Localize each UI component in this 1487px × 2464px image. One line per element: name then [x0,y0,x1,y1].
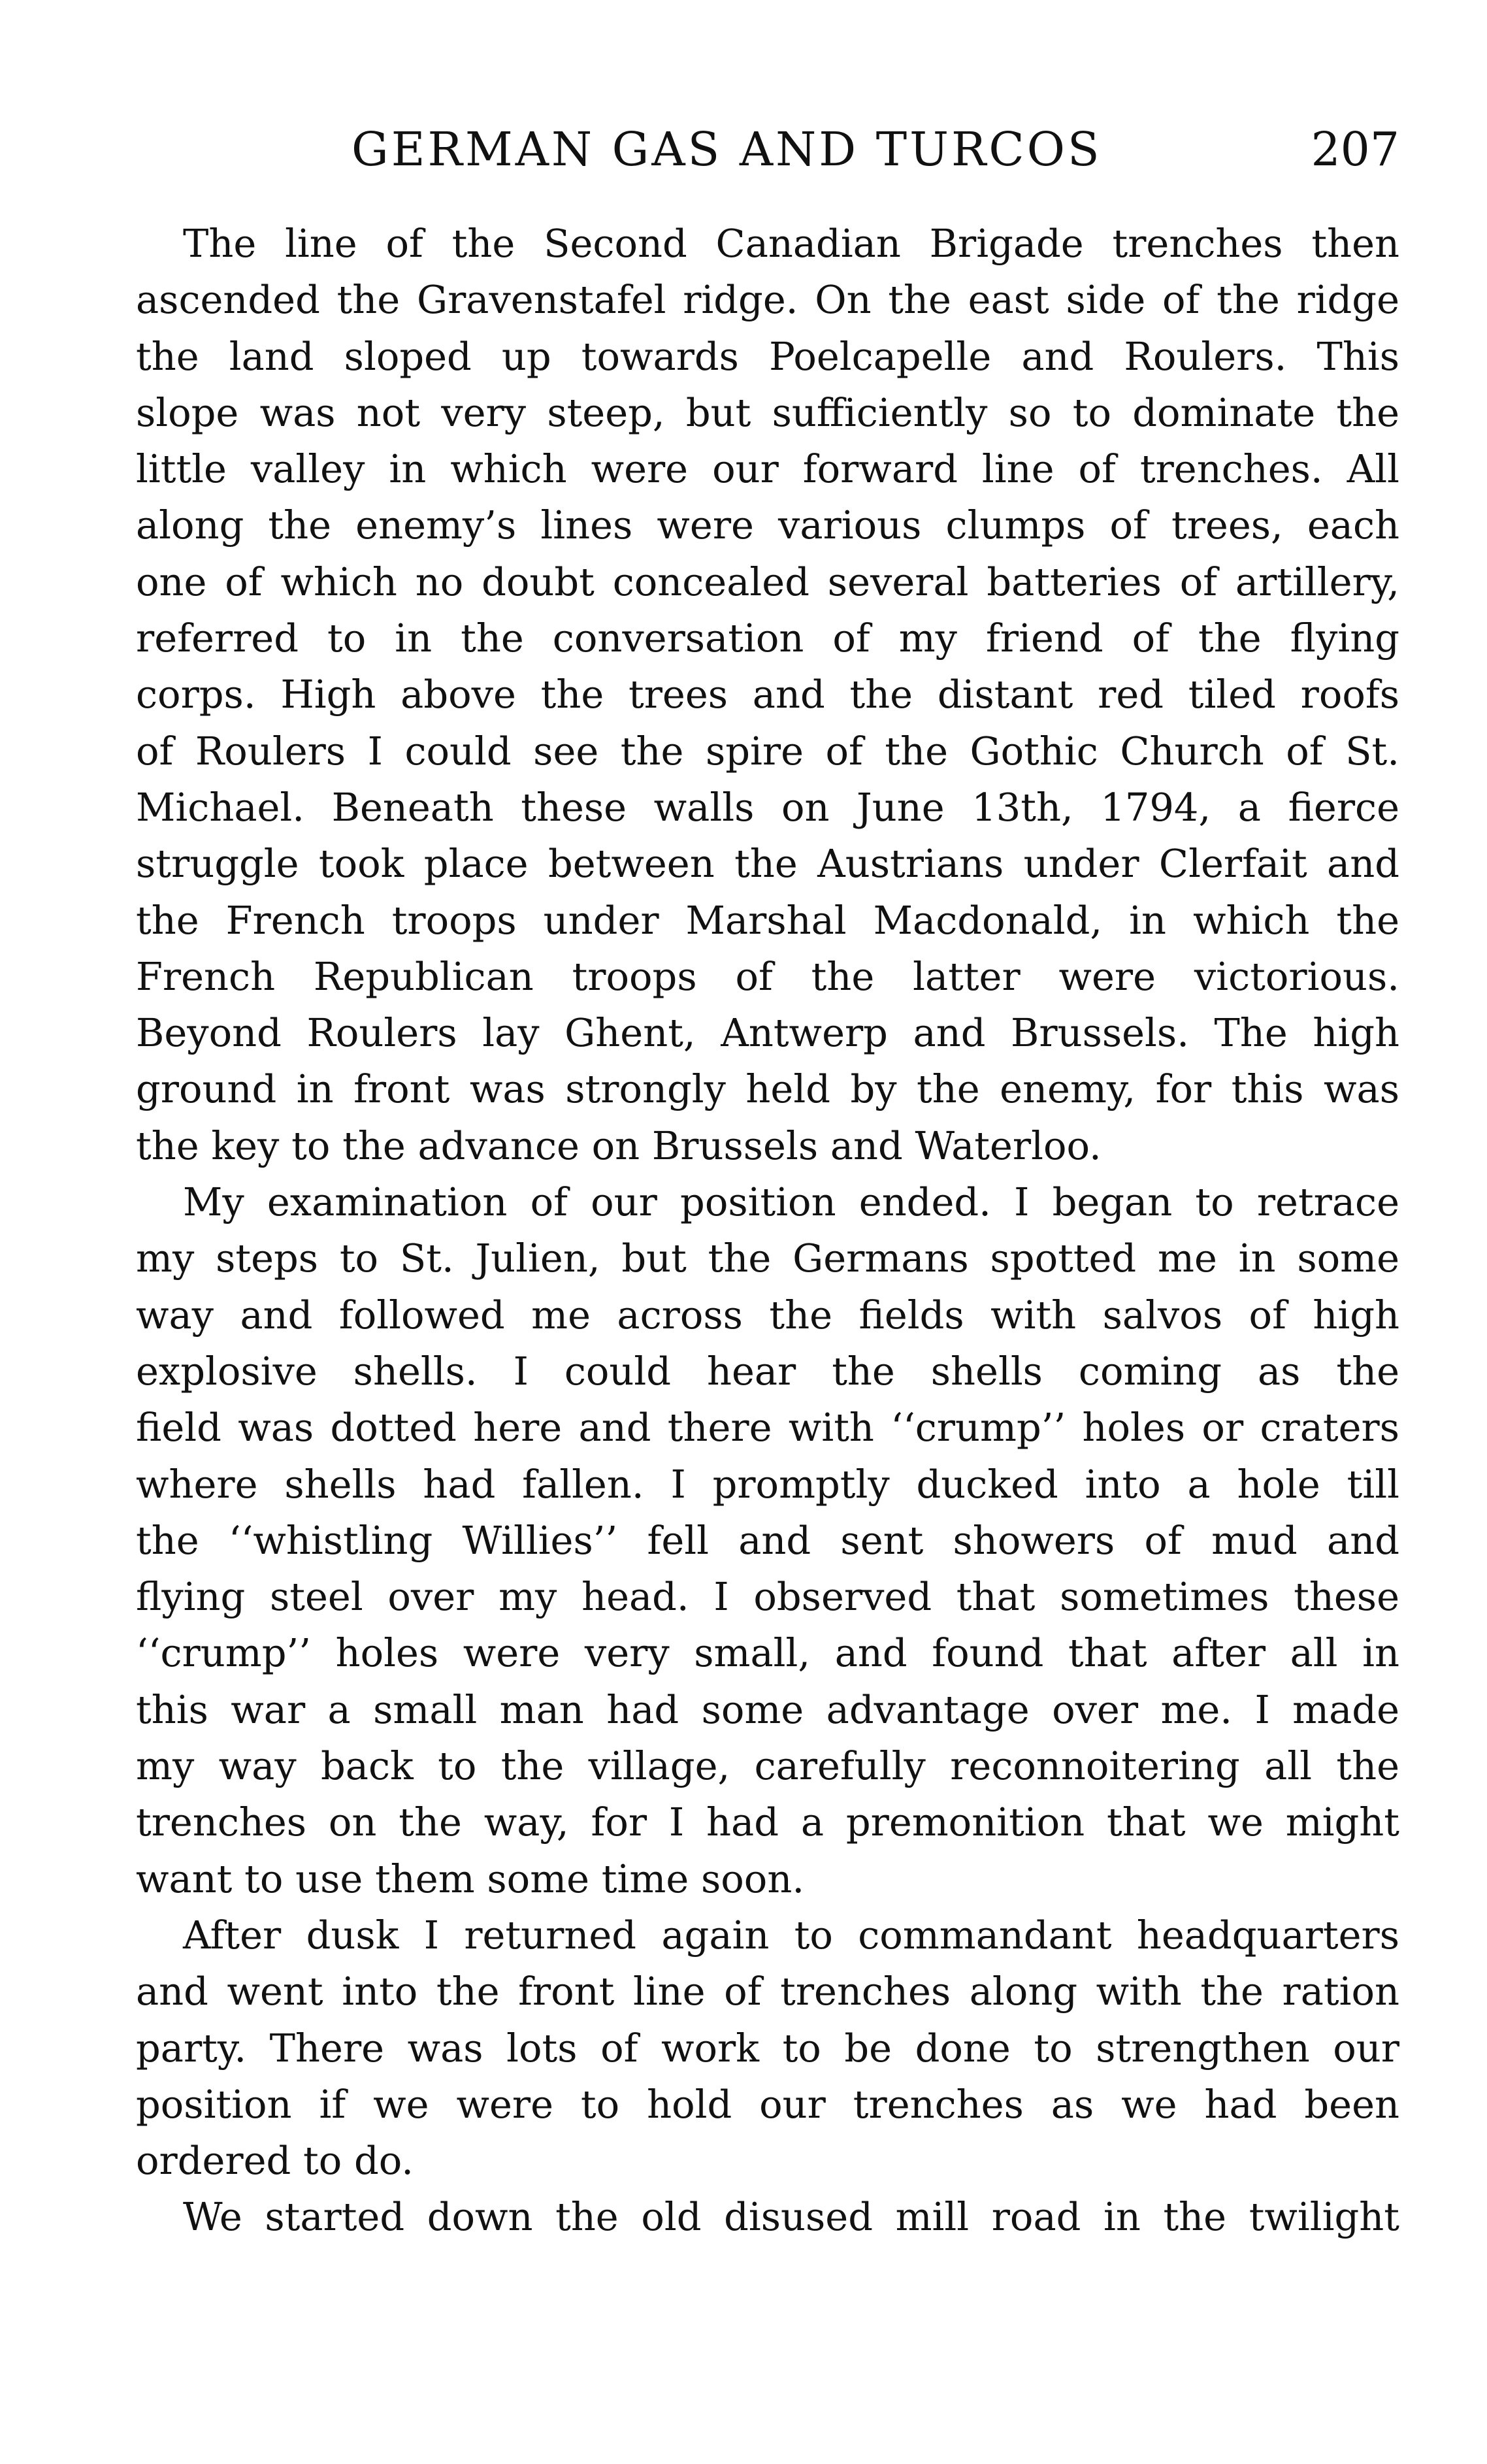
text-line: We started down the old disused mill road in the twilight [183,2194,1399,2240]
text-line: field was dotted here and there with ‘‘crump’’ holes or craters [136,1405,1399,1451]
text-line: trenches on the way, for I had a premonition that we might [136,1799,1399,1845]
paragraph-4 [136,2189,1399,2245]
text-line: the key to the advance on Brussels and Waterloo. [136,1123,1102,1168]
text-line: flying steel over my head. I observed that sometimes these [136,1574,1399,1620]
paragraph-3 [136,1907,1399,2189]
running-title: GERMAN GAS AND TURCOS [351,122,1102,176]
text-line: my way back to the village, carefully reconnoitering all the [136,1743,1399,1789]
text-line: ordered to do. [136,2138,414,2184]
text-line: party. There was lots of work to be done to strengthen our [136,2025,1399,2071]
text-line: along the enemy’s lines were various clumps of trees, each [136,502,1399,548]
text-line: want to use them some time soon. [136,1856,805,1901]
text-line: of Roulers I could see the spire of the Gothic Church of St. [136,728,1399,774]
paragraph-1 [136,216,1399,1174]
text-line: After dusk I returned again to commandant headquarters [183,1912,1399,1958]
running-head [136,120,1399,179]
text-line: Beyond Roulers lay Ghent, Antwerp and Brussels. The high [136,1010,1399,1056]
text-line: ground in front was strongly held by the enemy, for this was [136,1066,1399,1112]
text-line: way and followed me across the fields with salvos of high [136,1292,1399,1338]
text-line: ‘‘crump’’ holes were very small, and found that after all in [136,1630,1399,1676]
text-line: struggle took place between the Austrians under Clerfait and [136,841,1399,887]
page-number: 207 [1311,122,1399,176]
text-line: the land sloped up towards Poelcapelle and Roulers. This [136,333,1399,379]
text-line: the French troops under Marshal Macdonald, in which the [136,897,1399,943]
text-line: the ‘‘whistling Willies’’ fell and sent showers of mud and [136,1517,1399,1563]
body-text [136,216,1399,2246]
text-line: The line of the Second Canadian Brigade trenches then [183,221,1399,266]
text-line: My examination of our position ended. I began to retrace [183,1179,1399,1225]
text-line: one of which no doubt concealed several batteries of artillery, [136,559,1399,604]
text-line: ascended the Gravenstafel ridge. On the east side of the ridge [136,277,1399,323]
text-line: little valley in which were our forward line of trenches. All [136,446,1399,492]
text-line: where shells had fallen. I promptly ducked into a hole till [136,1461,1399,1507]
text-line: Michael. Beneath these walls on June 13th, 1794, a fierce [136,784,1399,830]
text-line: position if we were to hold our trenches as we had been [136,2081,1399,2127]
text-line: my steps to St. Julien, but the Germans spotted me in some [136,1236,1399,1281]
text-line: this war a small man had some advantage over me. I made [136,1686,1399,1732]
text-line: referred to in the conversation of my friend of the flying [136,616,1399,661]
text-line: and went into the front line of trenches along with the ration [136,1969,1399,2014]
text-line: French Republican troops of the latter were victorious. [136,953,1399,999]
text-line: corps. High above the trees and the distant red tiled roofs [136,672,1399,717]
paragraph-2 [136,1174,1399,1907]
text-line: explosive shells. I could hear the shells coming as the [136,1348,1399,1394]
text-line: slope was not very steep, but sufficiently so to dominate the [136,389,1399,435]
